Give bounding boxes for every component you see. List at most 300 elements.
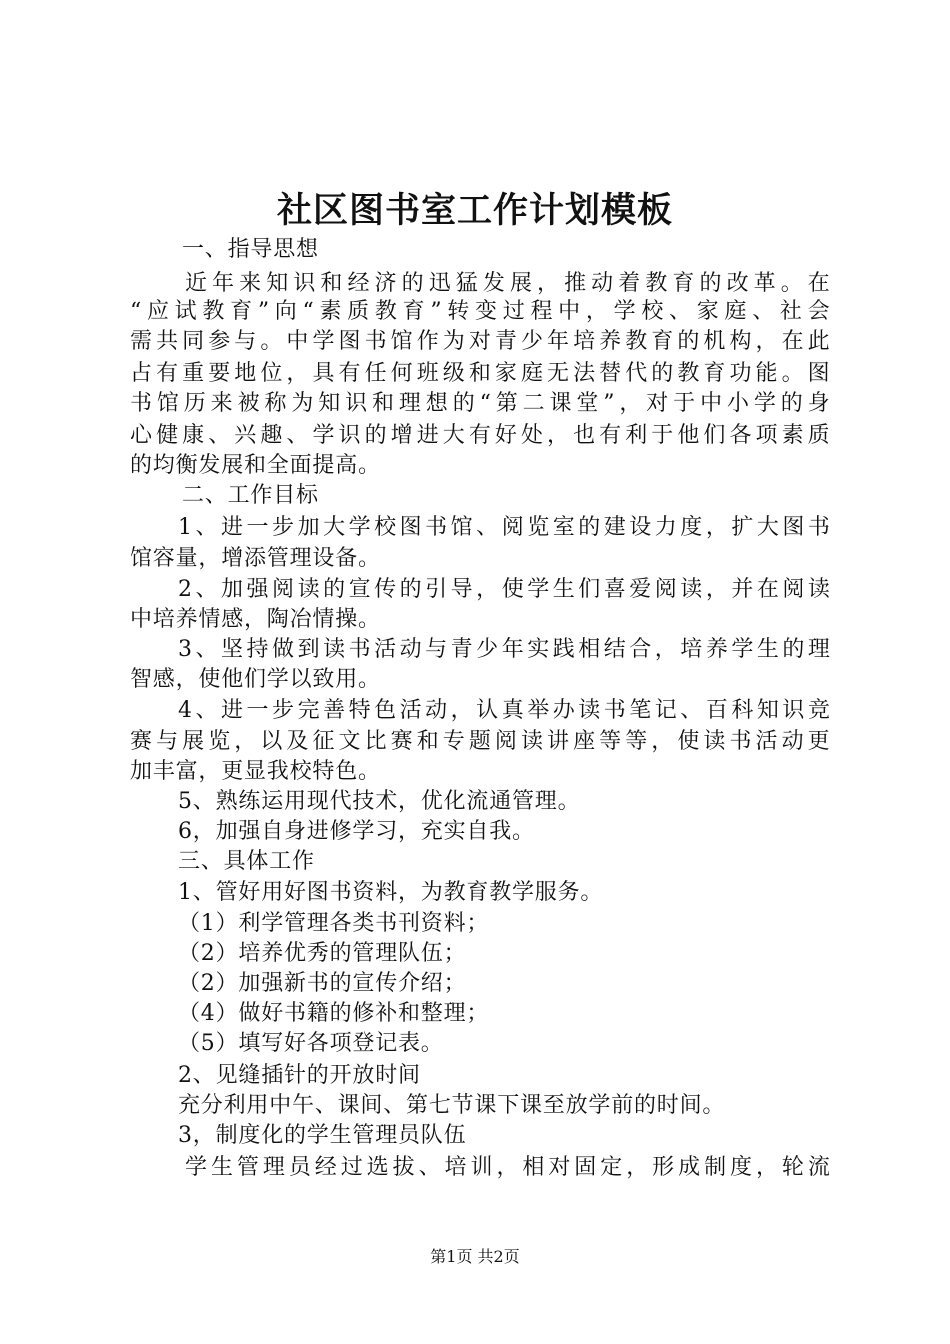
char: 重 [182, 361, 205, 386]
char: ， [547, 423, 570, 448]
char: 室 [552, 515, 575, 540]
char: 中 [558, 299, 581, 324]
char: 强 [246, 577, 269, 602]
char: 、 [208, 423, 231, 448]
char: 导 [450, 577, 473, 602]
char: 实 [527, 637, 550, 662]
char: 作 [416, 329, 439, 354]
char: 书 [130, 391, 153, 416]
char: 心 [130, 423, 153, 448]
char: 、 [286, 423, 309, 448]
work-item: 3，制度化的学生管理员队伍 [178, 1123, 467, 1148]
char: 览 [208, 729, 231, 754]
char: ， [651, 729, 674, 754]
paragraph-line [130, 422, 830, 450]
char: 文 [338, 729, 361, 754]
char: 管 [236, 1155, 259, 1180]
char: 更 [807, 729, 830, 754]
char: 书 [603, 698, 626, 723]
char: 坚 [221, 637, 244, 662]
char: 理 [398, 391, 421, 416]
char: ， [755, 1155, 778, 1180]
char: 发 [482, 271, 505, 296]
char: 育 [672, 271, 695, 296]
char: 转 [447, 299, 470, 324]
char: ， [619, 391, 642, 416]
char: 传 [374, 577, 397, 602]
char: ， [654, 637, 677, 662]
char: 各 [729, 423, 752, 448]
char: 处 [520, 423, 543, 448]
char: 大 [756, 515, 779, 540]
goal-line: 中培养情感，陶冶情操。 [130, 607, 381, 632]
char: 康 [182, 423, 205, 448]
char: 设 [629, 515, 652, 540]
char: 能 [755, 361, 778, 386]
char: 识 [345, 391, 368, 416]
char: 有 [338, 361, 361, 386]
char: ， [585, 299, 608, 324]
char: 笔 [629, 698, 652, 723]
char: 兴 [234, 423, 257, 448]
char: 动 [399, 637, 422, 662]
char: 合 [629, 637, 652, 662]
char: 竞 [807, 698, 830, 723]
char: 学 [731, 637, 754, 662]
char: 替 [599, 361, 622, 386]
char: 教 [645, 271, 668, 296]
char: 览 [527, 515, 550, 540]
char: 培 [573, 329, 596, 354]
char: 学 [185, 1155, 208, 1180]
char: 为 [442, 329, 465, 354]
char: 图 [399, 515, 422, 540]
char: 使 [501, 577, 524, 602]
char: 近 [185, 271, 208, 296]
char: 、 [418, 1155, 441, 1180]
char: 有 [468, 423, 491, 448]
char: 读 [807, 577, 830, 602]
work-subitem: （5）填写好各项登记表。 [178, 1031, 444, 1056]
char: 要 [208, 361, 231, 386]
page-footer: 第1页 共2页 [430, 1247, 520, 1266]
char: 利 [625, 423, 648, 448]
char: 对 [548, 1155, 571, 1180]
char: “ [130, 299, 142, 324]
char: ” [603, 391, 615, 416]
char: 济 [374, 271, 397, 296]
char: 们 [578, 577, 601, 602]
char: 教 [202, 299, 225, 324]
char: 持 [246, 637, 269, 662]
char: 读 [703, 729, 726, 754]
char: 在 [781, 329, 804, 354]
char: 1 [178, 515, 192, 540]
char: 使 [677, 729, 700, 754]
char: 馆 [390, 329, 413, 354]
char: 展 [182, 729, 205, 754]
char: 质 [347, 299, 370, 324]
char: 过 [502, 299, 525, 324]
paragraph-line [185, 270, 830, 298]
char: 于 [673, 391, 696, 416]
char: 制 [704, 1155, 727, 1180]
char: 训 [470, 1155, 493, 1180]
char: 此 [807, 329, 830, 354]
char: 少 [520, 329, 543, 354]
char: 庭 [520, 361, 543, 386]
char: 想 [425, 391, 448, 416]
char: 比 [364, 729, 387, 754]
char: 学 [312, 329, 335, 354]
char: 步 [272, 515, 295, 540]
char: 何 [390, 361, 413, 386]
char: 图 [338, 329, 361, 354]
char: 校 [374, 515, 397, 540]
char: 位 [260, 361, 283, 386]
char: 培 [680, 637, 703, 662]
char: 班 [416, 361, 439, 386]
char: 度 [680, 515, 703, 540]
char: 赛 [390, 729, 413, 754]
char: 着 [618, 271, 641, 296]
char: 读 [680, 577, 703, 602]
char: 及 [286, 729, 309, 754]
char: 具 [312, 361, 335, 386]
char: 好 [494, 423, 517, 448]
char: 的 [401, 271, 424, 296]
char: 有 [156, 361, 179, 386]
goal-line: 智感，使他们学以致用。 [130, 667, 381, 692]
char: 被 [237, 391, 260, 416]
char: 真 [501, 698, 524, 723]
char: 大 [442, 423, 465, 448]
char: 完 [297, 698, 320, 723]
char: 级 [442, 361, 465, 386]
char: ” [430, 299, 442, 324]
char: ， [755, 329, 778, 354]
char: 2 [178, 577, 192, 602]
char: 一 [246, 698, 269, 723]
char: 程 [530, 299, 553, 324]
char: 读 [297, 577, 320, 602]
char: 书 [348, 637, 371, 662]
char: 猛 [455, 271, 478, 296]
goal-line: 6，加强自身进修学习，充实自我。 [178, 819, 535, 844]
char: 展 [509, 271, 532, 296]
char: ， [476, 577, 499, 602]
char: 题 [468, 729, 491, 754]
char: 的 [780, 391, 803, 416]
char: 与 [234, 329, 257, 354]
char: 理 [807, 637, 830, 662]
work-text: 充分利用中午、课间、第七节课下课至放学前的时间。 [178, 1093, 726, 1118]
char: 识 [338, 423, 361, 448]
char: 理 [262, 1155, 285, 1180]
char: 质 [807, 423, 830, 448]
char: 项 [755, 423, 778, 448]
char: 变 [475, 299, 498, 324]
char: 学 [613, 299, 636, 324]
section-heading-1: 一、指导思想 [182, 237, 319, 262]
char: 趣 [260, 423, 283, 448]
char: 改 [726, 271, 749, 296]
char: 活 [399, 698, 422, 723]
char: 法 [573, 361, 596, 386]
char: 参 [208, 329, 231, 354]
char: 年 [501, 637, 524, 662]
char: 的 [699, 271, 722, 296]
char: 、 [195, 698, 218, 723]
char: 赛 [130, 729, 153, 754]
char: 学 [527, 577, 550, 602]
char: 色 [374, 698, 397, 723]
char: 。 [781, 361, 804, 386]
char: 。 [780, 271, 803, 296]
char: 二 [522, 391, 545, 416]
char: 他 [677, 423, 700, 448]
char: 读 [323, 637, 346, 662]
char: ， [286, 361, 309, 386]
char: 的 [651, 361, 674, 386]
char: 也 [573, 423, 596, 448]
char: 记 [654, 698, 677, 723]
char: 4 [178, 698, 192, 723]
char: 结 [603, 637, 626, 662]
char: 青 [494, 329, 517, 354]
char: 形 [652, 1155, 675, 1180]
char: 生 [756, 637, 779, 662]
goal-line [178, 697, 830, 725]
char: 进 [221, 698, 244, 723]
char: 年 [212, 271, 235, 296]
char: ， [234, 729, 257, 754]
char: 、 [680, 698, 703, 723]
char: “ [302, 299, 314, 324]
char: 代 [625, 361, 648, 386]
char: 识 [782, 698, 805, 723]
char: 与 [425, 637, 448, 662]
char: 、 [669, 299, 692, 324]
char: 书 [425, 515, 448, 540]
char: 中 [700, 391, 723, 416]
char: 、 [752, 299, 775, 324]
char: 社 [779, 299, 802, 324]
char: 在 [756, 577, 779, 602]
char: 动 [425, 698, 448, 723]
char: 第 [495, 391, 518, 416]
char: 进 [221, 515, 244, 540]
char: 百 [705, 698, 728, 723]
char: 动 [591, 271, 614, 296]
char: 庭 [724, 299, 747, 324]
char: 占 [130, 361, 153, 386]
char: 养 [599, 329, 622, 354]
char: 建 [603, 515, 626, 540]
char: 科 [731, 698, 754, 723]
char: 力 [654, 515, 677, 540]
goal-line: 馆容量，增添管理设备。 [130, 546, 381, 571]
char: 学 [312, 423, 335, 448]
work-subitem: （2）培养优秀的管理队伍； [178, 941, 467, 966]
char: 学 [348, 515, 371, 540]
char: 喜 [603, 577, 626, 602]
char: 扩 [731, 515, 754, 540]
char: 并 [731, 577, 754, 602]
char: 选 [366, 1155, 389, 1180]
char: 课 [549, 391, 572, 416]
char: 的 [399, 577, 422, 602]
char: 的 [677, 329, 700, 354]
char: ， [450, 698, 473, 723]
char: 知 [266, 271, 289, 296]
char: 和 [320, 271, 343, 296]
char: 书 [729, 729, 752, 754]
char: 生 [552, 577, 575, 602]
char: 素 [319, 299, 342, 324]
paragraph-line [130, 390, 830, 418]
char: 。 [260, 329, 283, 354]
char: 做 [272, 637, 295, 662]
char: 阅 [494, 729, 517, 754]
char: 3 [178, 637, 192, 662]
char: 加 [297, 515, 320, 540]
goal-line: 5、熟练运用现代技术，优化流通管理。 [178, 789, 581, 814]
char: 一 [246, 515, 269, 540]
char: 员 [288, 1155, 311, 1180]
char: 图 [807, 361, 830, 386]
work-subitem: （4）做好书籍的修补和整理； [178, 1001, 490, 1026]
char: 举 [527, 698, 550, 723]
char: 地 [234, 361, 257, 386]
char: 机 [703, 329, 726, 354]
char: 讲 [547, 729, 570, 754]
char: 校 [641, 299, 664, 324]
char: 等 [625, 729, 648, 754]
char: 固 [574, 1155, 597, 1180]
char: 书 [807, 515, 830, 540]
char: 拔 [392, 1155, 415, 1180]
char: 称 [264, 391, 287, 416]
char: 们 [703, 423, 726, 448]
char: 试 [174, 299, 197, 324]
char: 度 [730, 1155, 753, 1180]
char: 馆 [156, 391, 179, 416]
char: 教 [374, 299, 397, 324]
char: 与 [156, 729, 179, 754]
char: 小 [726, 391, 749, 416]
char: 活 [374, 637, 397, 662]
goal-line: 加丰富，更显我校特色。 [130, 759, 381, 784]
char: 对 [646, 391, 669, 416]
char: 认 [476, 698, 499, 723]
char: 以 [260, 729, 283, 754]
char: 育 [230, 299, 253, 324]
char: 培 [444, 1155, 467, 1180]
char: 于 [651, 423, 674, 448]
char: ， [705, 577, 728, 602]
char: 爱 [629, 577, 652, 602]
char: 和 [372, 391, 395, 416]
char: 历 [183, 391, 206, 416]
char: 推 [564, 271, 587, 296]
char: 的 [578, 515, 601, 540]
char: ， [496, 1155, 519, 1180]
work-subitem: （1）利学管理各类书刊资料； [178, 911, 490, 936]
char: 对 [468, 329, 491, 354]
char: 的 [782, 637, 805, 662]
char: 读 [520, 729, 543, 754]
char: 流 [807, 1155, 830, 1180]
char: 向 [274, 299, 297, 324]
char: 育 [651, 329, 674, 354]
char: 健 [156, 423, 179, 448]
char: 育 [703, 361, 726, 386]
char: 定 [600, 1155, 623, 1180]
char: 活 [755, 729, 778, 754]
char: 共 [156, 329, 179, 354]
char: 少 [476, 637, 499, 662]
paragraph-line: 的均衡发展和全面提高。 [130, 453, 381, 478]
char: 中 [286, 329, 309, 354]
document-title: 社区图书室工作计划模板 [276, 190, 673, 231]
char: 和 [468, 361, 491, 386]
char: 阅 [272, 577, 295, 602]
char: 馆 [450, 515, 473, 540]
section-heading-3: 三、具体工作 [178, 849, 315, 874]
char: 相 [578, 637, 601, 662]
char: 知 [318, 391, 341, 416]
char: 阅 [654, 577, 677, 602]
char: 到 [297, 637, 320, 662]
char: 为 [291, 391, 314, 416]
char: 、 [195, 577, 218, 602]
work-subitem: （2）加强新书的宣传介绍； [178, 971, 467, 996]
char: 的 [452, 391, 475, 416]
char: 身 [807, 391, 830, 416]
char: 专 [442, 729, 465, 754]
paragraph-line [130, 360, 830, 388]
char: 征 [312, 729, 335, 754]
char: 堂 [576, 391, 599, 416]
char: 会 [807, 299, 830, 324]
char: 年 [547, 329, 570, 354]
char: 进 [416, 423, 439, 448]
char: 迅 [428, 271, 451, 296]
char: 阅 [501, 515, 524, 540]
char: 功 [729, 361, 752, 386]
char: 办 [552, 698, 575, 723]
char: 应 [146, 299, 169, 324]
char: 大 [323, 515, 346, 540]
char: 同 [182, 329, 205, 354]
char: 轮 [781, 1155, 804, 1180]
char: 家 [696, 299, 719, 324]
char: 教 [677, 361, 700, 386]
goal-line [178, 514, 830, 542]
goal-line [178, 576, 830, 604]
char: “ [479, 391, 491, 416]
char: 经 [314, 1155, 337, 1180]
char: 来 [239, 271, 262, 296]
work-item: 2、见缝插针的开放时间 [178, 1063, 421, 1088]
char: 的 [364, 423, 387, 448]
char: 相 [522, 1155, 545, 1180]
char: 增 [390, 423, 413, 448]
char: 构 [729, 329, 752, 354]
work-item: 1、管好用好图书资料，为教育教学服务。 [178, 880, 604, 905]
char: 宣 [348, 577, 371, 602]
